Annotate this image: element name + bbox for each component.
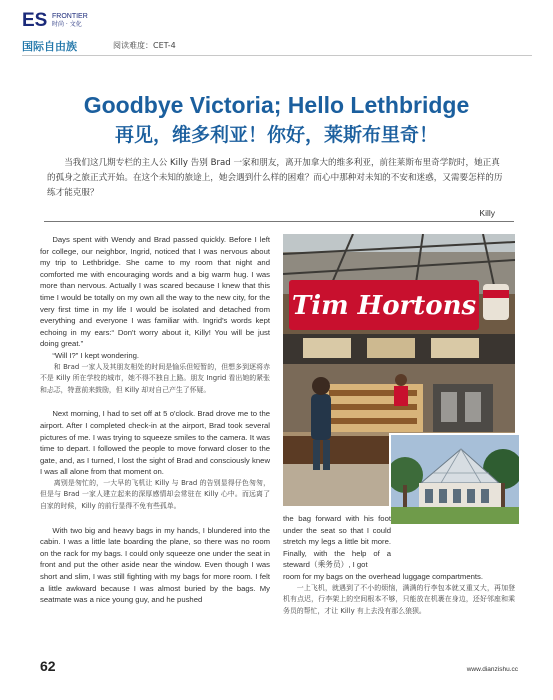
paragraph-1-quote: “Will I?” I kept wondering. [52,350,140,360]
article-title-cn: 再见，维多利亚！你好，莱斯布里奇！ [114,124,438,146]
paragraph-3-ending: room for my bags on the overhead luggage compartments. [283,572,483,581]
college-building-photo [389,433,521,526]
magazine-logo: ES [22,10,48,31]
paragraph-2-cn: 离别是匆忙的，一大早的飞机让 Killy 与 Brad 的告别显得仔色匆匆，但是与 Brad 一家人建立起来的深厚感情却会常驻在 Killy 心中。而远离了自家的时候，Killy 的前行显得不免有些孤单。 [40,478,270,511]
body-column-right-full [283,571,515,617]
paragraph-2-en: Next morning, I had to set off at 5 o'clock. Brad drove me to the airport. After I completed check-in at the airport, Brad took several pictures of me. I was trying to squeeze smiles to the camera. It was time to depart. I followed the people to move forward closer to the gate, and, as I turned, I lost the sight of Brad and consciously knew I was all alone from that moment on. [40,409,270,477]
article-intro: 当我们这几期专栏的主人公 Killy 告别 Brad 一家和朋友，离开加拿大的维多利亚，前往莱斯布里奇学院时，她正真的孤身之旅正式开始。在这个未知的旅途上，她会遇到什么样的困难？而心中那种对未知的不安和迷惑，又需要怎样的历练才能克服？ [47,158,503,198]
author-divider [44,221,514,222]
page-number: 62 [40,658,56,674]
paragraph-1-cn: 和 Brad 一家人及其朋友相处的时间是愉乐但短暂的，但想多到逐将赤不是 Killy 所在学校的城市，她不得不独自上路。朋友 Ingrid 看出她的紧张和忐忑，特意前来鼓励，但 Killy 却对自己产生了怀疑。 [40,362,270,394]
page-header [22,10,532,58]
paragraph-3-en: With two big and heavy bags in my hands, I blundered into the cabin. I was a little late boarding the plane, so there was no room on the rack for my bags. I could only squeeze one under the seat in front and put the other aside near the window. Even though I was short and slim, I was still fighting with my bags for more room. I felt a little awkward because I was almost buried by the bags. My seatmate was a nice young guy, and he pushed [40,525,270,605]
college-building-scene [391,435,519,524]
paragraph-3-cn: 一上飞机，就遇到了不小的烦恼，满满的行李包本就又重又大，再加登机有点迟，行李架上的空间根本不够，只能放在机裹在身边，还好邻座和乘务员的帮忙，才让 Killy 有上去没有那么狼狈。 [283,583,515,615]
header-divider [22,55,532,56]
section-name: 国际自由族 [22,40,77,53]
magazine-brand [52,13,88,29]
brand-cn: 时尚 · 文化 [52,21,82,28]
paragraph-3-continued: the bag forward with his foot under the seat so that I could stretch my legs a little bit more. Finally, with the help of a steward（乘务员）, I got [283,514,391,570]
footer-url[interactable]: www.dianzishu.cc [466,666,518,673]
article-title-en: Goodbye Victoria; Hello Lethbridge [83,92,470,118]
paragraph-1-en: Days spent with Wendy and Brad passed quickly. Before I left for college, our neighbor, Ingrid, noticed that I was nervous about my trip to Lethbridge. She came to my room that night and comforted me with encouraging words and a big warm hug. I was more than nervous. Actually I was scared because I knew that this time I would be totally on my own all the way to the new city, for the very first time in my life I would be isolated and detached from everything and everyone I was familiar with. Ingrid's words kept echoing in my ears:“ Don't worry about it, Killy! You will be just doing great.” [40,235,270,349]
body-column-right [283,513,391,571]
brand-en: FRONTIER [52,13,88,20]
reading-difficulty: 阅读难度：CET-4 [113,41,176,50]
body-column-left [40,234,270,606]
article-author: Killy [479,208,495,218]
store-sign-text: Tim Hortons [291,291,477,321]
